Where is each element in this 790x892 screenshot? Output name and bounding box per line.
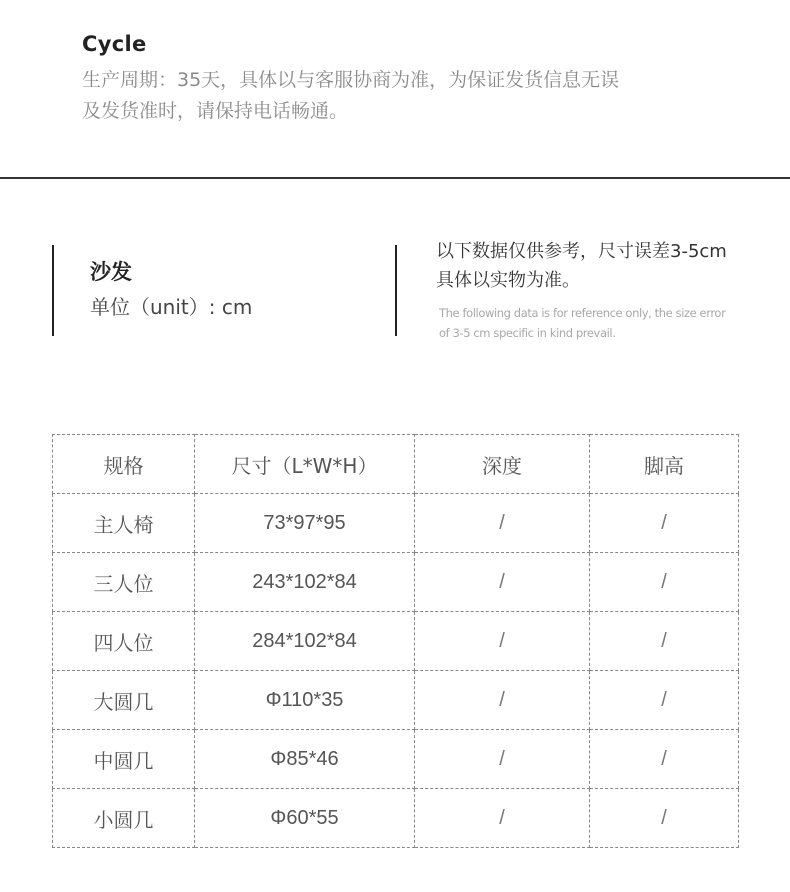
section-divider bbox=[0, 177, 790, 179]
cell-size: Φ85*46 bbox=[195, 730, 415, 789]
cycle-description bbox=[82, 65, 619, 127]
cell-depth: / bbox=[415, 494, 590, 553]
header-depth: 深度 bbox=[415, 435, 590, 494]
cell-size: 73*97*95 bbox=[195, 494, 415, 553]
size-table bbox=[52, 434, 739, 848]
table-row bbox=[53, 789, 739, 848]
cell-depth: / bbox=[415, 671, 590, 730]
cell-spec: 大圆几 bbox=[53, 671, 195, 730]
middle-divider-bar bbox=[395, 245, 397, 336]
cell-depth: / bbox=[415, 789, 590, 848]
cell-size: Φ60*55 bbox=[195, 789, 415, 848]
cell-depth: / bbox=[415, 612, 590, 671]
table-row bbox=[53, 612, 739, 671]
note-en-line: of 3-5 cm specific in kind prevail. bbox=[439, 326, 616, 340]
cell-leg-height: / bbox=[590, 612, 739, 671]
table-row bbox=[53, 553, 739, 612]
cell-depth: / bbox=[415, 553, 590, 612]
note-cn-line: 以下数据仅供参考，尺寸误差3-5cm bbox=[436, 241, 727, 262]
cycle-line: 及发货准时，请保持电话畅通。 bbox=[82, 100, 349, 122]
note-cn-line: 具体以实物为准。 bbox=[436, 270, 580, 291]
cell-leg-height: / bbox=[590, 553, 739, 612]
cycle-line: 生产周期：35天，具体以与客服协商为准，为保证发货信息无误 bbox=[82, 69, 620, 91]
cell-leg-height: / bbox=[590, 730, 739, 789]
cell-spec: 小圆几 bbox=[53, 789, 195, 848]
cell-spec: 中圆几 bbox=[53, 730, 195, 789]
header-size: 尺寸（L*W*H） bbox=[195, 435, 415, 494]
cell-spec: 四人位 bbox=[53, 612, 195, 671]
table-row bbox=[53, 671, 739, 730]
note-en-line: The following data is for reference only, the size error bbox=[439, 306, 726, 320]
header-leg-height: 脚高 bbox=[590, 435, 739, 494]
header-spec: 规格 bbox=[53, 435, 195, 494]
table-row bbox=[53, 494, 739, 553]
left-accent-bar bbox=[52, 245, 54, 336]
cell-depth: / bbox=[415, 730, 590, 789]
cell-leg-height: / bbox=[590, 671, 739, 730]
cell-size: Φ110*35 bbox=[195, 671, 415, 730]
unit-label: 单位（unit）: cm bbox=[90, 295, 253, 319]
sofa-title: 沙发 bbox=[90, 260, 132, 284]
cell-size: 284*102*84 bbox=[195, 612, 415, 671]
cell-spec: 主人椅 bbox=[53, 494, 195, 553]
size-note-english bbox=[439, 303, 725, 343]
cell-leg-height: / bbox=[590, 789, 739, 848]
table-header-row bbox=[53, 435, 739, 494]
cell-spec: 三人位 bbox=[53, 553, 195, 612]
cell-size: 243*102*84 bbox=[195, 553, 415, 612]
size-note-chinese bbox=[436, 237, 727, 295]
table-row bbox=[53, 730, 739, 789]
cell-leg-height: / bbox=[590, 494, 739, 553]
cycle-title: Cycle bbox=[82, 32, 147, 56]
